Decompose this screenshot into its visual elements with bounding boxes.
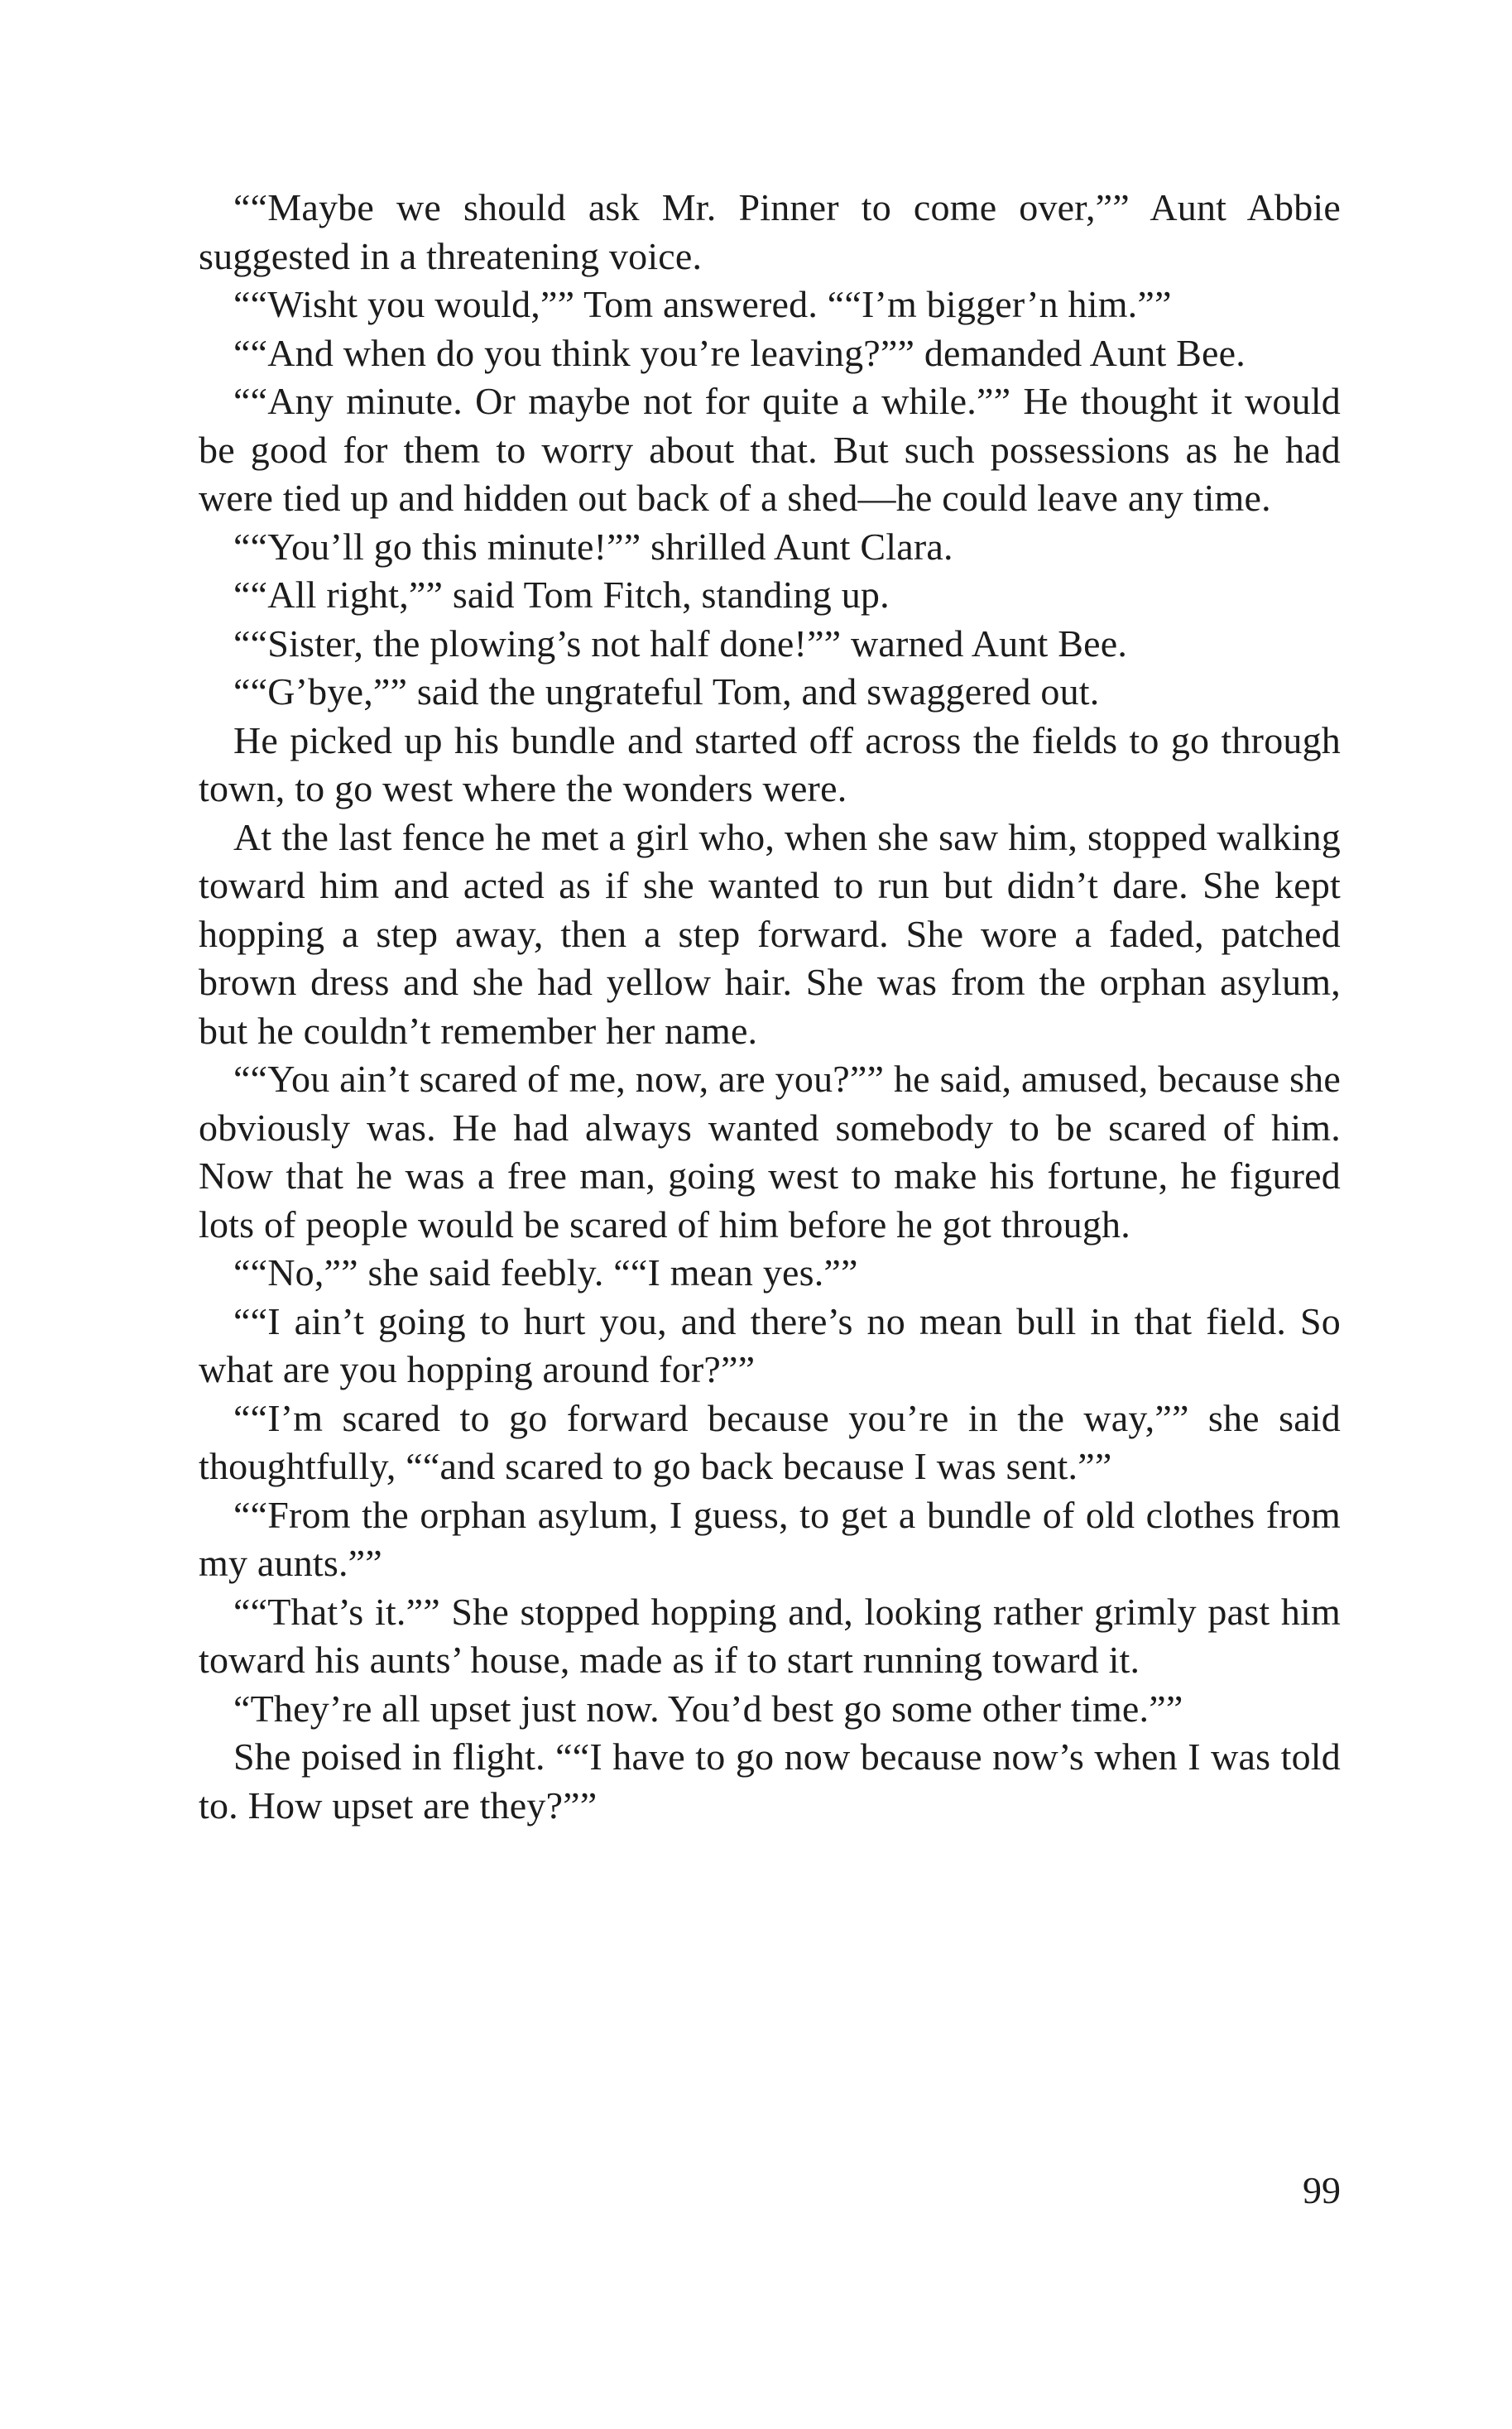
paragraph: ““Sister, the plowing’s not half done!”” warned Aunt Bee. [233, 622, 1128, 665]
paragraph: ““Any minute. Or maybe not for quite a while.”” He thought it would be good for them to worry about that. But such possessions as he had were tied up and hidden out back of a shed—he could leave any time. [199, 380, 1341, 519]
paragraph: ““Wisht you would,”” Tom answered. ““I’m bigger’n him.”” [233, 283, 1172, 325]
paragraph: At the last fence he met a girl who, when she saw him, stopped walking toward him and acted as if she wanted to run but didn’t dare. She kept hopping a step away, then a step forward. She wore a faded, patched brown dress and she had yellow hair. She was from the orphan asylum, but he couldn’t remember her name. [199, 815, 1341, 1052]
paragraph: ““G’bye,”” said the ungrateful Tom, and swaggered out. [233, 670, 1100, 713]
paragraph: ““And when do you think you’re leaving?”” demanded Aunt Bee. [233, 331, 1246, 374]
paragraph: ““You’ll go this minute!”” shrilled Aunt Clara. [233, 525, 953, 568]
paragraph: ““I’m scared to go forward because you’re in the way,”” she said thoughtfully, ““and scared to go back because I was sent.”” [199, 1396, 1341, 1487]
paragraph: ““I ain’t going to hurt you, and there’s no mean bull in that field. So what are you hopping around for?”” [199, 1299, 1341, 1390]
paragraph: ““That’s it.”” She stopped hopping and, looking rather grimly past him toward his aunts’ house, made as if to start running toward it. [199, 1590, 1341, 1681]
paragraph: He picked up his bundle and started off across the fields to go through town, to go west where the wonders were. [199, 718, 1341, 809]
paragraph: ““No,”” she said feebly. ““I mean yes.”” [233, 1251, 858, 1294]
paragraph: ““You ain’t scared of me, now, are you?”” he said, amused, because she obviously was. He had always wanted somebody to be scared of him. Now that he was a free man, going west to make his fortune, he figured lots of people would be scared of him before he got through. [199, 1058, 1341, 1246]
paragraph: ““From the orphan asylum, I guess, to get a bundle of old clothes from my aunts.”” [199, 1493, 1341, 1584]
page-number: 99 [1303, 2169, 1341, 2211]
paragraph: ““All right,”” said Tom Fitch, standing up. [233, 574, 890, 616]
paragraph: “They’re all upset just now. You’d best go some other time.”” [233, 1687, 1183, 1730]
paragraph: She poised in flight. ““I have to go now because now’s when I was told to. How upset are they?”” [199, 1735, 1341, 1827]
body-text [199, 184, 1341, 1830]
paragraph: ““Maybe we should ask Mr. Pinner to come over,”” Aunt Abbie suggested in a threatening voice. [199, 186, 1341, 277]
